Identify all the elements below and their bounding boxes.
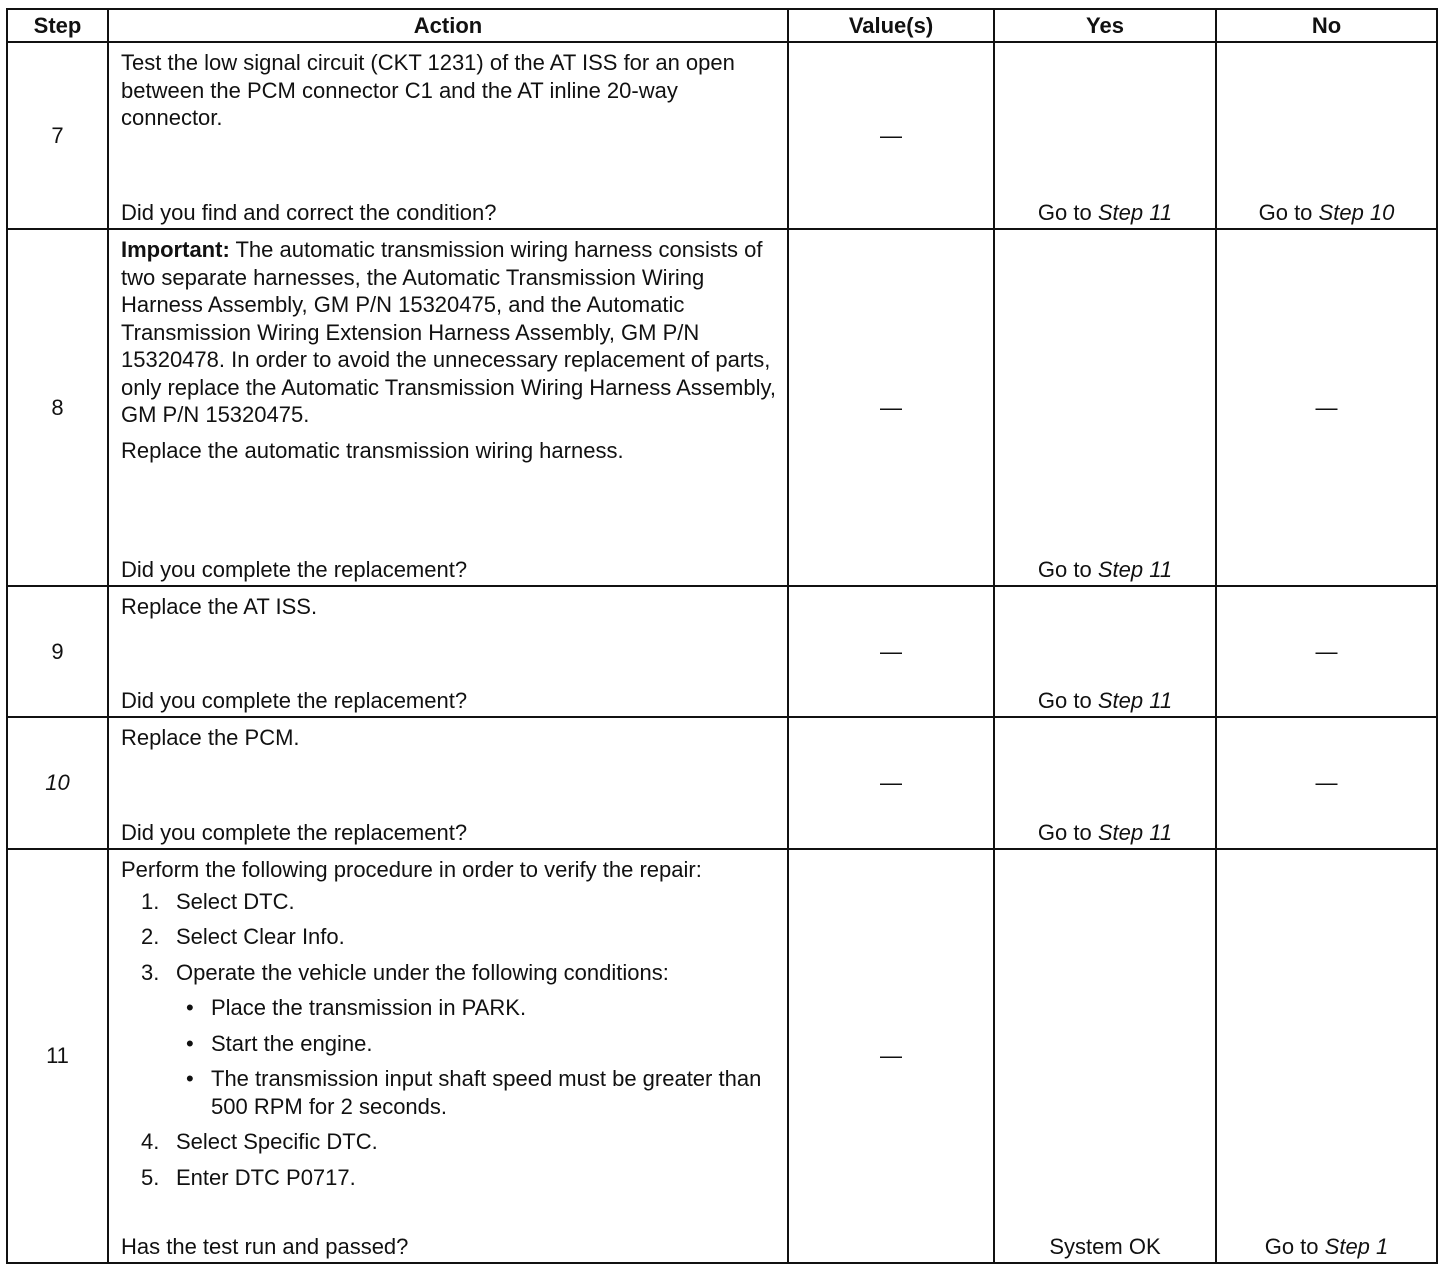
list-item: • Start the engine. (186, 1030, 373, 1056)
value-cell: — (788, 586, 994, 717)
bullet-icon: • (186, 1066, 194, 1091)
list-item: 3. Operate the vehicle under the following conditions: • Place the transmission in PARK. • Start the engine. • The transmission input shaft speed must be greater than 500 RPM for 2 seconds. (141, 959, 777, 1121)
no-cell: — (1216, 586, 1437, 717)
action-text: Test the low signal circuit (CKT 1231) of the AT ISS for an open between the PCM connector C1 and the AT inline 20-way connector. (121, 50, 735, 130)
step-number: 7 (7, 42, 108, 229)
list-item: 1. Select DTC. (141, 888, 295, 914)
step-number: 10 (7, 717, 108, 849)
no-cell: — (1216, 229, 1437, 586)
bullet-icon: • (186, 995, 194, 1020)
action-question: Did you complete the replacement? (121, 687, 468, 713)
action-text: Perform the following procedure in order to verify the repair: (121, 857, 702, 882)
no-cell: — (1216, 717, 1437, 849)
action-cell (108, 586, 788, 717)
no-cell (1216, 849, 1437, 1263)
no-step-link[interactable]: Step 10 (1318, 199, 1395, 225)
action-question: Did you find and correct the condition? (121, 199, 497, 225)
important-note (121, 236, 777, 429)
yes-prefix: Go to (1037, 687, 1092, 713)
action-text: Replace the AT ISS. (121, 594, 318, 619)
yes-step-link[interactable]: Step 11 (1097, 556, 1173, 582)
action-question: Has the test run and passed? (121, 1233, 409, 1259)
action-cell (108, 849, 788, 1263)
important-text: The automatic transmission wiring harness consists of two separate harnesses, the Automatic Transmission Wiring Harness Assembly, GM P/N 15320475, and the Automatic Transmission Wiring Extension Harness Assembly, GM P/N 15320478. In order to avoid the unnecessary replacement of parts, only replace the Automatic Transmission Wiring Harness Assembly, GM P/N 15320475. (121, 237, 776, 427)
no-cell (1216, 42, 1437, 229)
yes-cell: System OK (994, 849, 1216, 1263)
yes-cell (994, 717, 1216, 849)
list-item: • Place the transmission in PARK. (186, 995, 527, 1020)
list-item: 5. Enter DTC P0717. (141, 1164, 356, 1190)
no-step-link[interactable]: Step 1 (1324, 1233, 1389, 1259)
yes-step-link[interactable]: Step 11 (1097, 819, 1173, 845)
yes-step-link[interactable]: Step 11 (1097, 199, 1173, 225)
action-cell (108, 229, 788, 586)
step-number: 9 (7, 586, 108, 717)
important-label: Important: (121, 237, 230, 262)
action-cell (108, 42, 788, 229)
table-row (7, 849, 1437, 1263)
action-text: Replace the automatic transmission wiring harness. (121, 437, 624, 463)
value-cell: — (788, 717, 994, 849)
yes-cell (994, 42, 1216, 229)
condition-list (176, 994, 777, 1120)
yes-prefix: Go to (1037, 819, 1092, 845)
action-cell (108, 717, 788, 849)
header-step: Step (7, 9, 108, 42)
procedure-list (121, 888, 777, 1192)
action-question: Did you complete the replacement? (121, 556, 468, 582)
list-item: 4. Select Specific DTC. (141, 1129, 378, 1154)
no-prefix: Go to (1258, 199, 1313, 225)
table-row (7, 229, 1437, 586)
bullet-icon: • (186, 1030, 194, 1056)
yes-step-link[interactable]: Step 11 (1097, 687, 1173, 713)
value-cell: — (788, 42, 994, 229)
table-row (7, 586, 1437, 717)
list-item: 2. Select Clear Info. (141, 924, 345, 949)
yes-cell (994, 229, 1216, 586)
list-item: • The transmission input shaft speed must be greater than 500 RPM for 2 seconds. (186, 1066, 762, 1119)
header-row (7, 9, 1437, 42)
yes-cell (994, 586, 1216, 717)
step-number: 8 (7, 229, 108, 586)
table-row (7, 42, 1437, 229)
diagnostic-table (6, 8, 1438, 1264)
header-no: No (1216, 9, 1437, 42)
yes-prefix: Go to (1037, 199, 1092, 225)
step-number: 11 (7, 849, 108, 1263)
header-values: Value(s) (788, 9, 994, 42)
header-yes: Yes (994, 9, 1216, 42)
action-text: Replace the PCM. (121, 725, 300, 750)
action-question: Did you complete the replacement? (121, 819, 468, 845)
header-action: Action (108, 9, 788, 42)
value-cell: — (788, 229, 994, 586)
diagnostic-table-frame (6, 8, 1436, 1262)
yes-prefix: Go to (1037, 556, 1092, 582)
value-cell: — (788, 849, 994, 1263)
table-row (7, 717, 1437, 849)
no-prefix: Go to (1264, 1233, 1319, 1259)
